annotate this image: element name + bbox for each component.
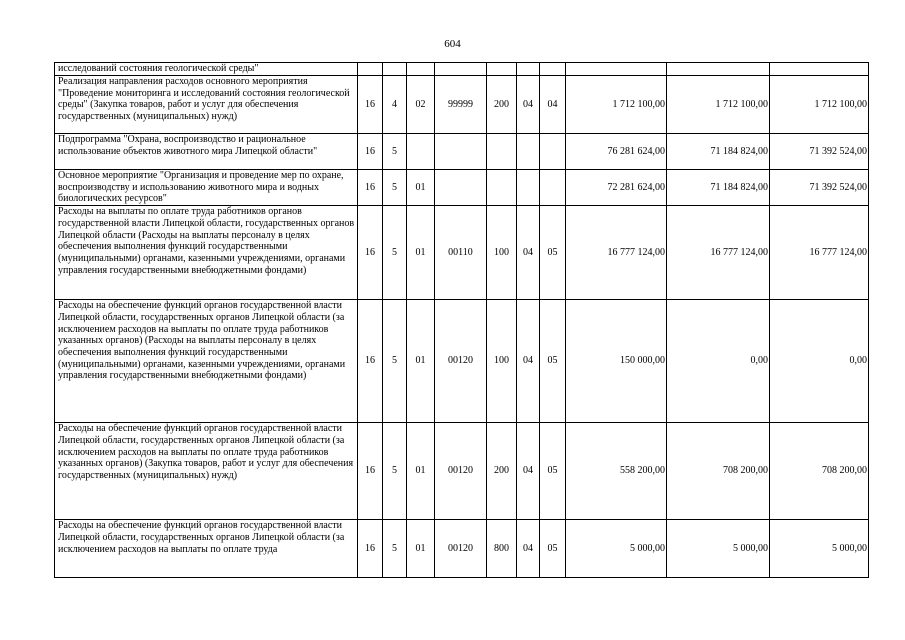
cell-amount-year3: 71 392 524,00 [770,134,869,170]
cell-rz [517,63,540,76]
cell-amount-year3: 0,00 [770,300,869,423]
row-name: Расходы на обеспечение функций органов государственной власти Липецкой области, государственных органов Липецкой области (за исключением расходов на выплаты по оплате труда работников указанных органов) (Закупка товаров, работ и услуг для обеспечения государственных (муниципальных) нужд) [55,423,358,520]
cell-om: 02 [407,76,435,134]
cell-amount-year1: 5 000,00 [566,520,667,578]
cell-amount-year2: 708 200,00 [667,423,770,520]
cell-ps: 05 [540,520,566,578]
cell-amount-year1: 76 281 624,00 [566,134,667,170]
cell-pr: 5 [383,423,407,520]
cell-code: 00120 [435,423,487,520]
cell-rz [517,134,540,170]
cell-ps: 05 [540,300,566,423]
cell-amount-year3: 5 000,00 [770,520,869,578]
cell-vr: 800 [487,520,517,578]
cell-pr: 5 [383,134,407,170]
cell-amount-year1: 72 281 624,00 [566,170,667,206]
cell-amount-year3: 16 777 124,00 [770,206,869,300]
cell-code [435,63,487,76]
table-row [55,423,869,520]
cell-vr [487,170,517,206]
cell-amount-year3: 1 712 100,00 [770,76,869,134]
cell-amount-year2: 5 000,00 [667,520,770,578]
table-row [55,76,869,134]
cell-pr: 5 [383,300,407,423]
cell-amount-year1: 150 000,00 [566,300,667,423]
cell-gr: 16 [358,206,383,300]
cell-om: 01 [407,423,435,520]
cell-om: 01 [407,170,435,206]
row-name: Реализация направления расходов основного мероприятия "Проведение мониторинга и исследований состояния геологической среды" (Закупка товаров, работ и услуг для обеспечения государственных (муниципальных) нужд) [55,76,358,134]
cell-amount-year2 [667,63,770,76]
cell-rz: 04 [517,76,540,134]
table-row [55,206,869,300]
row-name: Расходы на выплаты по оплате труда работников органов государственной власти Липецкой области, государственных органов Липецкой области (Расходы на выплаты персоналу в целях обеспечения выполнения функций государственными (муниципальными) органами, казенными учреждениями, органами управления государственными внебюджетными фондами) [55,206,358,300]
row-name: Расходы на обеспечение функций органов государственной власти Липецкой области, государственных органов Липецкой области (за исключением расходов на выплаты по оплате труда работников указанных органов) (Расходы на выплаты персоналу в целях обеспечения выполнения функций государственными (муниципальными) органами, казенными учреждениями, органами управления государственными внебюджетными фондами) [55,300,358,423]
cell-ps: 05 [540,423,566,520]
cell-amount-year1: 1 712 100,00 [566,76,667,134]
cell-pr: 5 [383,206,407,300]
cell-vr: 100 [487,206,517,300]
cell-gr: 16 [358,300,383,423]
cell-rz: 04 [517,206,540,300]
cell-amount-year2: 16 777 124,00 [667,206,770,300]
table-row [55,170,869,206]
cell-ps: 04 [540,76,566,134]
cell-amount-year2: 1 712 100,00 [667,76,770,134]
table-row [55,63,869,76]
row-name: Основное мероприятие "Организация и проведение мер по охране, воспроизводству и использованию животного мира и водных биологических ресурсов" [55,170,358,206]
cell-code: 00120 [435,300,487,423]
cell-amount-year1 [566,63,667,76]
cell-vr [487,134,517,170]
cell-gr: 16 [358,520,383,578]
cell-pr: 5 [383,520,407,578]
cell-ps [540,134,566,170]
cell-ps [540,63,566,76]
cell-ps [540,170,566,206]
cell-om: 01 [407,206,435,300]
cell-rz: 04 [517,423,540,520]
table-row [55,520,869,578]
cell-vr: 200 [487,76,517,134]
cell-rz: 04 [517,520,540,578]
cell-amount-year2: 71 184 824,00 [667,170,770,206]
row-name: исследований состояния геологической среды" [55,63,358,76]
cell-gr: 16 [358,134,383,170]
cell-om [407,134,435,170]
cell-amount-year1: 16 777 124,00 [566,206,667,300]
page-number: 604 [444,38,461,50]
cell-vr [487,63,517,76]
cell-gr: 16 [358,76,383,134]
cell-rz: 04 [517,300,540,423]
cell-om: 01 [407,520,435,578]
cell-pr: 4 [383,76,407,134]
cell-pr: 5 [383,170,407,206]
cell-code [435,134,487,170]
cell-code: 00120 [435,520,487,578]
cell-amount-year3: 71 392 524,00 [770,170,869,206]
cell-gr: 16 [358,170,383,206]
cell-amount-year2: 71 184 824,00 [667,134,770,170]
table-row [55,134,869,170]
cell-code: 99999 [435,76,487,134]
cell-code [435,170,487,206]
cell-om: 01 [407,300,435,423]
cell-amount-year1: 558 200,00 [566,423,667,520]
cell-amount-year2: 0,00 [667,300,770,423]
cell-ps: 05 [540,206,566,300]
cell-code: 00110 [435,206,487,300]
cell-amount-year3 [770,63,869,76]
cell-vr: 200 [487,423,517,520]
row-name: Расходы на обеспечение функций органов государственной власти Липецкой области, государственных органов Липецкой области (за исключением расходов на выплаты по оплате труда [55,520,358,578]
cell-rz [517,170,540,206]
cell-gr: 16 [358,423,383,520]
cell-om [407,63,435,76]
budget-table [54,62,869,578]
cell-vr: 100 [487,300,517,423]
cell-amount-year3: 708 200,00 [770,423,869,520]
row-name: Подпрограмма "Охрана, воспроизводство и рациональное использование объектов животного мира Липецкой области" [55,134,358,170]
table-row [55,300,869,423]
cell-gr [358,63,383,76]
cell-pr [383,63,407,76]
